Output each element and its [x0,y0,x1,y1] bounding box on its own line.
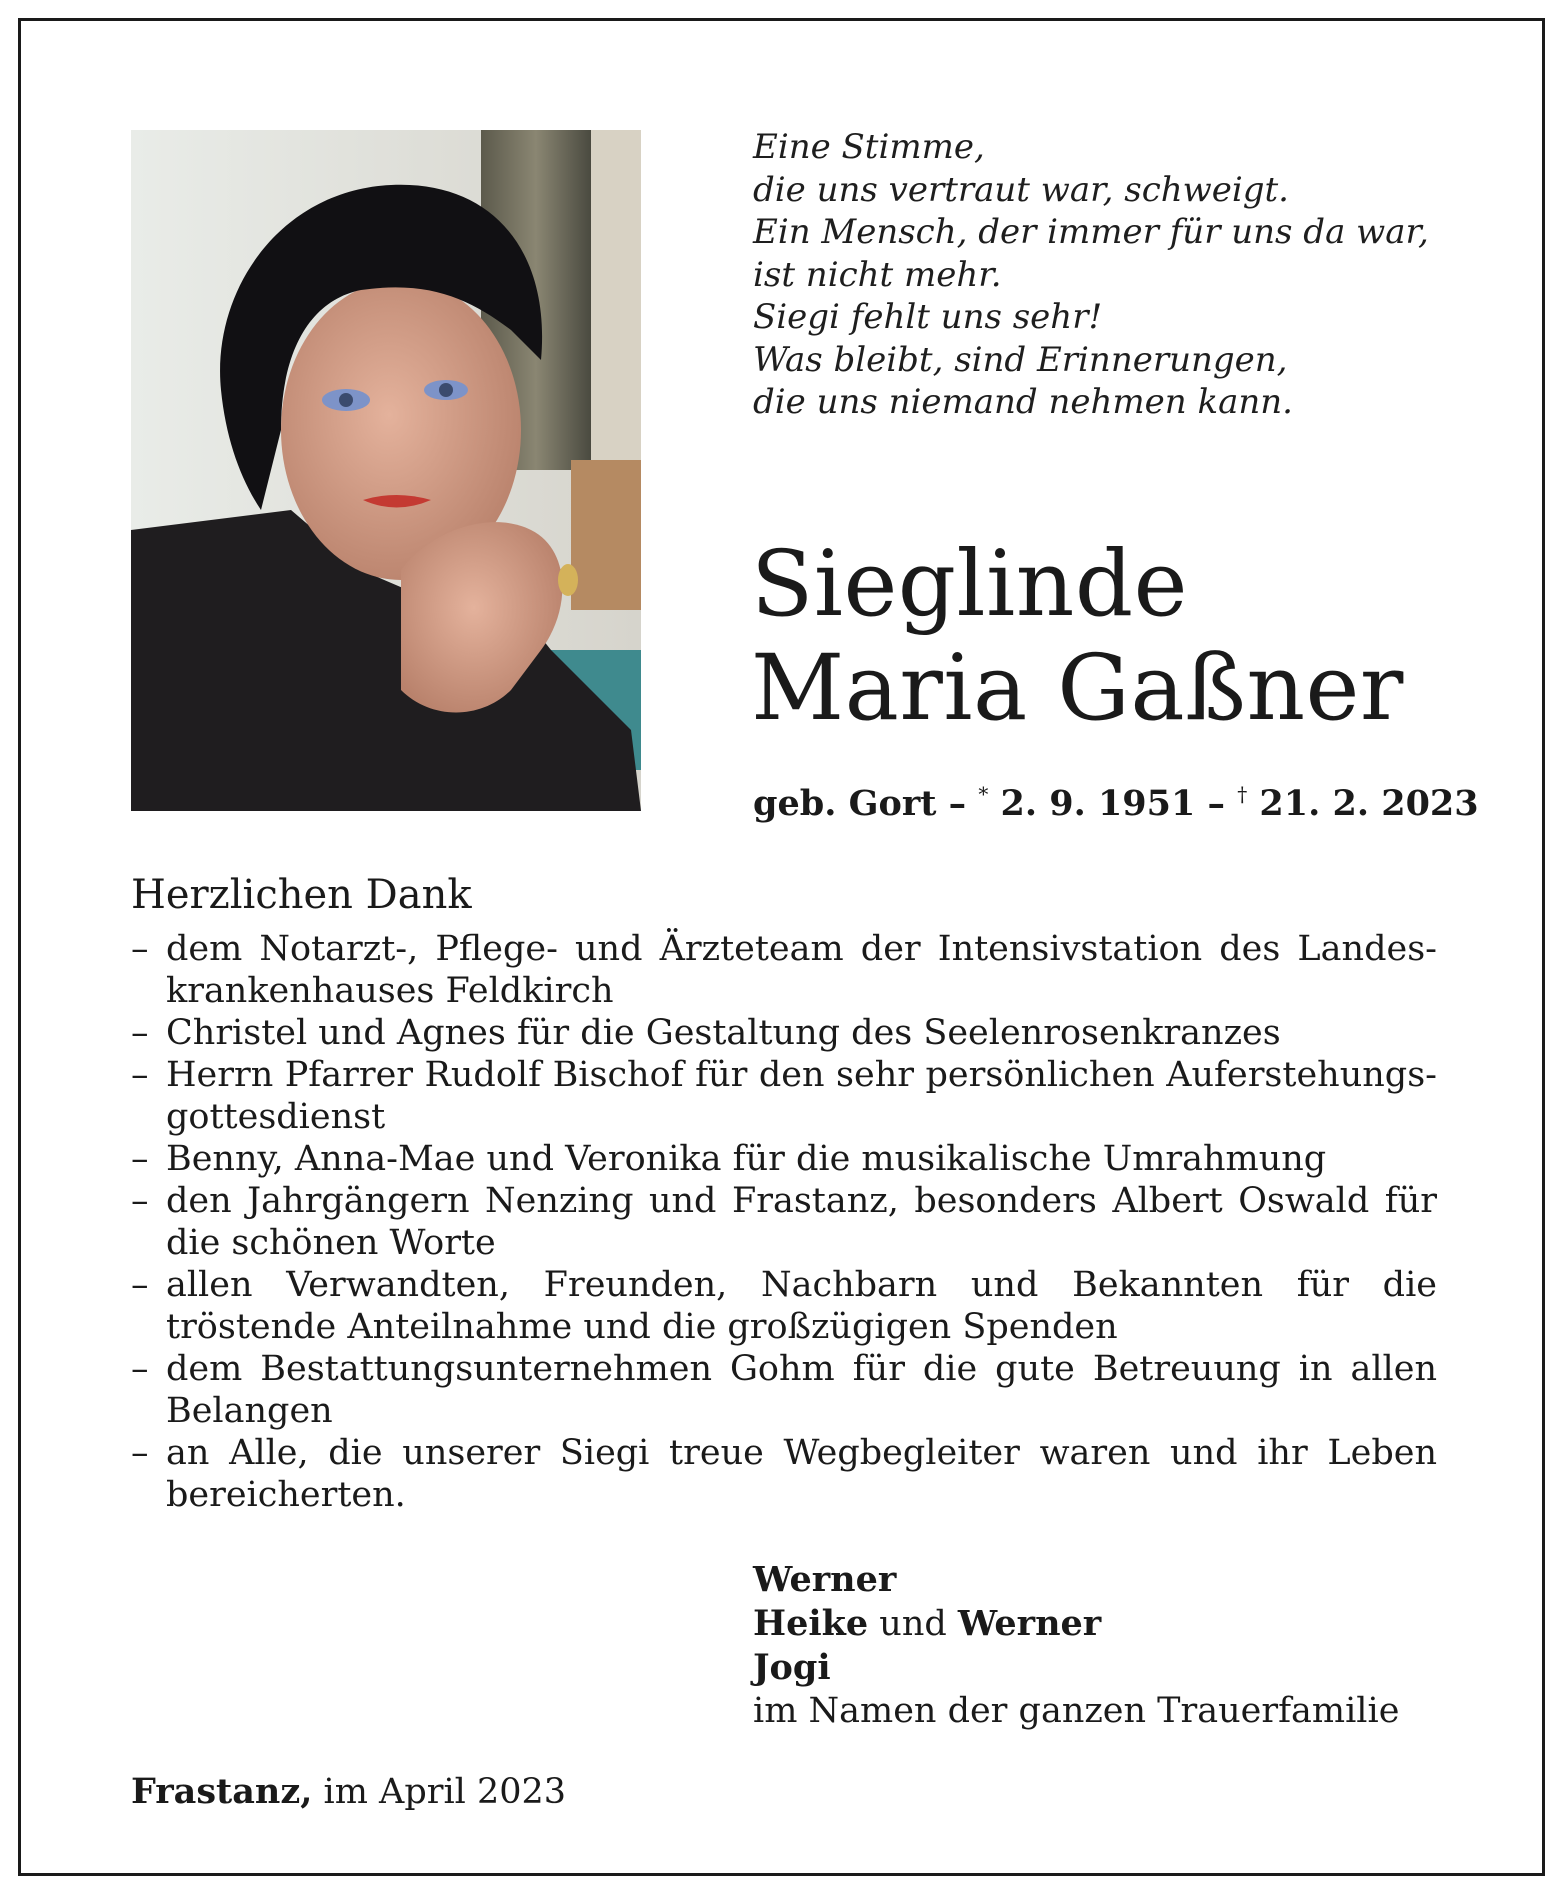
signer-name: Jogi [753,1647,831,1688]
list-item-text: an Alle, die unserer Siegi treue Wegbegleiter waren und ihr Leben bereicherten. [166,1433,1437,1515]
poem-line: Ein Mensch, der immer für uns da war, [753,212,1429,252]
list-dash: – [131,929,149,969]
list-item-text: Herrn Pfarrer Rudolf Bischof für den sehr persönlichen Auferstehungs-gottesdienst [166,1055,1437,1137]
portrait-photo [131,130,641,811]
list-dash: – [131,1055,149,1095]
list-dash: – [131,1139,149,1179]
signers [753,1558,1399,1733]
birth-mark: * [978,782,989,806]
poem-line: ist nicht mehr. [753,254,1002,295]
signer-line [753,1602,1399,1646]
date: im April 2023 [312,1772,567,1812]
deceased-name [751,533,1511,741]
poem-line: Eine Stimme, [753,127,985,167]
list-item-text: den Jahrgängern Nenzing und Frastanz, besonders Albert Oswald für die schönen Worte [166,1181,1437,1263]
list-item-text: dem Notarzt-, Pflege- und Ärzteteam der Intensivstation des Landes-krankenhauses Feldkirch [166,929,1437,1011]
poem-line: Siegi fehlt uns sehr! [753,297,1103,337]
list-item-text: allen Verwandten, Freunden, Nachbarn und Bekannten für die tröstende Anteilnahme und die großzügigen Spenden [166,1265,1437,1347]
poem-line: die uns vertraut war, schweigt. [753,169,1289,210]
separator: – [936,783,979,824]
list-dash: – [131,1265,149,1305]
list-dash: – [131,1013,149,1053]
separator: – [1195,783,1238,824]
list-item-text: Christel und Agnes für die Gestaltung des Seelenrosenkranzes [166,1013,1281,1053]
place: Frastanz, [131,1771,313,1812]
place-date [131,1770,566,1814]
list-item [131,1264,1437,1348]
death-date: 21. 2. 2023 [1247,783,1479,824]
list-dash: – [131,1433,149,1473]
list-item [131,1348,1437,1432]
born-name: geb. Gort [753,783,937,824]
list-item [131,1012,1437,1054]
signer-line [753,1558,1399,1602]
list-item [131,1180,1437,1264]
poem-line: Was bleibt, sind Erinnerungen, [753,339,1288,380]
list-item [131,1138,1437,1180]
signer-name: Werner [957,1603,1102,1644]
poem-line: die uns niemand nehmen kann. [753,382,1293,422]
portrait-photo-icon [131,130,641,811]
death-mark: † [1237,782,1248,806]
thanks-list [131,928,1437,1516]
deceased-first-name: Sieglinde [751,532,1188,637]
list-dash: – [131,1181,149,1221]
list-item-text: Benny, Anna-Mae und Veronika für die musikalische Umrahmung [166,1139,1327,1179]
life-dates [753,772,1479,826]
birth-date: 2. 9. 1951 [988,783,1196,824]
signer-name: Werner [753,1559,897,1600]
list-item-text: dem Bestattungsunternehmen Gohm für die gute Betreuung in allen Belangen [166,1349,1437,1431]
list-item [131,928,1437,1012]
signer-family-line: im Namen der ganzen Trauerfamilie [753,1691,1400,1731]
list-item [131,1432,1437,1516]
thanks-heading: Herzlichen Dank [131,872,472,918]
deceased-surname: Maria Gaßner [751,636,1404,741]
poem [753,126,1453,424]
signer-name: Heike [753,1603,869,1644]
signer-conjunction: und [868,1604,958,1644]
signer-line [753,1646,1399,1690]
list-item [131,1054,1437,1138]
list-dash: – [131,1349,149,1389]
